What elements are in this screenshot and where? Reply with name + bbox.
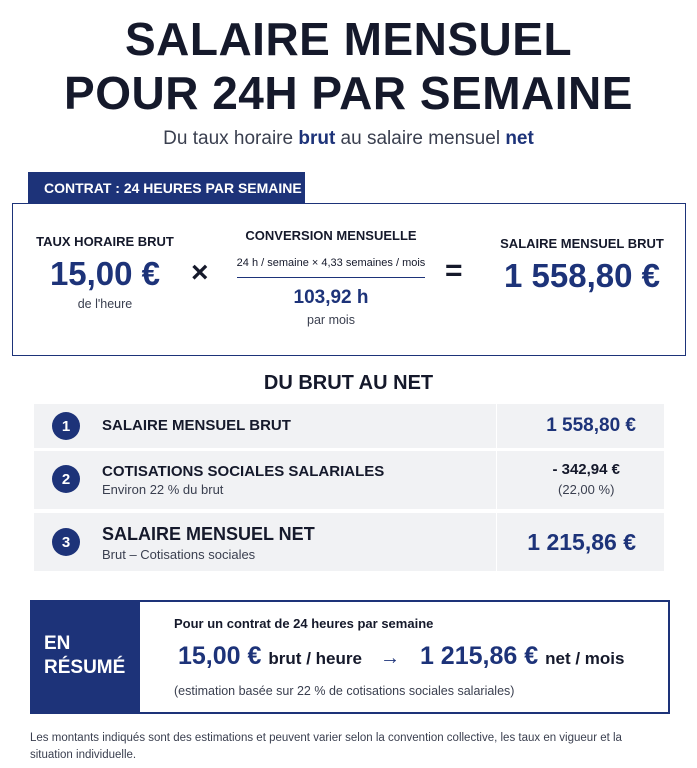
row-label-3: SALAIRE MENSUEL NET: [102, 524, 315, 544]
fraction-line: [237, 277, 425, 278]
calculation-box: [12, 203, 686, 356]
row-amount-sub-2: (22,00 %): [558, 482, 615, 497]
subtitle-text-2: au salaire mensuel: [335, 128, 506, 149]
row-sub-3: Brut – Cotisations sociales: [102, 547, 256, 562]
footnote: Les montants indiqués sont des estimations et peuvent varier selon la convention collective, les taux en vigueur et la situation individuelle.: [30, 732, 622, 761]
gross-salary-value: 1 558,80 €: [504, 257, 660, 294]
summary-line: [178, 642, 624, 671]
hourly-rate-label: TAUX HORAIRE BRUT: [36, 234, 174, 249]
conversion-unit: par mois: [307, 313, 355, 327]
conversion-block: [231, 228, 431, 327]
row-sub-2: Environ 22 % du brut: [102, 482, 224, 497]
gross-salary-label: SALAIRE MENSUEL BRUT: [500, 236, 664, 251]
row-divider-2: [496, 451, 497, 509]
row-text-1: [102, 417, 291, 434]
step-number-3: 3: [52, 528, 80, 556]
conversion-formula: 24 h / semaine × 4,33 semaines / mois: [236, 257, 426, 269]
row-amount-1: 1 558,80 €: [546, 415, 636, 436]
equals-symbol: =: [445, 254, 463, 287]
breakdown-title: DU BRUT AU NET: [263, 372, 434, 394]
subtitle-text-1: Du taux horaire: [163, 128, 299, 149]
summary-side-label: [32, 602, 140, 712]
row-amount-3: 1 215,86 €: [527, 529, 636, 555]
subtitle-bold-net: net: [505, 128, 534, 149]
breakdown-row-3: [34, 513, 664, 571]
subtitle-bold-brut: brut: [298, 128, 336, 149]
row-divider-1: [496, 404, 497, 448]
summary-hourly-unit: brut / heure: [268, 649, 362, 668]
row-amount-block-2: [552, 461, 620, 497]
summary-net-unit: net / mois: [545, 649, 625, 668]
arrow-right-icon: →: [379, 647, 400, 669]
summary-side-line2: RÉSUMÉ: [44, 657, 126, 678]
summary-hourly-value: 15,00 €: [178, 642, 262, 670]
hourly-rate-value: 15,00 €: [49, 255, 161, 292]
summary-net-value: 1 215,86 €: [419, 642, 539, 670]
times-symbol: ×: [191, 256, 209, 289]
hourly-rate-block: [31, 234, 179, 311]
summary-side-line1: EN: [44, 633, 71, 654]
page-subtitle: [0, 128, 697, 150]
hourly-rate-unit: de l'heure: [77, 297, 133, 311]
row-label-2: COTISATIONS SOCIALES SALARIALES: [102, 463, 385, 480]
breakdown-row-2: [34, 451, 664, 509]
step-number-1: 1: [52, 412, 80, 440]
row-text-3: [102, 524, 315, 562]
conversion-label: CONVERSION MENSUELLE: [245, 228, 417, 243]
summary-intro: Pour un contrat de 24 heures par semaine: [174, 616, 434, 631]
row-amount-2: - 342,94 €: [552, 461, 620, 478]
row-label-1: SALAIRE MENSUEL BRUT: [102, 417, 291, 434]
page-title-line2: POUR 24H PAR SEMAINE: [64, 67, 633, 119]
conversion-value: 103,92 h: [293, 287, 369, 308]
contract-tab: CONTRAT : 24 HEURES PAR SEMAINE: [28, 172, 305, 204]
summary-note: (estimation basée sur 22 % de cotisations sociales salariales): [174, 684, 515, 698]
gross-salary-block: [489, 236, 675, 295]
step-number-2: 2: [52, 465, 80, 493]
page-title-line1: SALAIRE MENSUEL: [124, 13, 573, 65]
row-divider-3: [496, 513, 497, 571]
row-text-2: [102, 463, 384, 497]
breakdown-row-1: [34, 404, 664, 448]
summary-box: [30, 600, 670, 714]
